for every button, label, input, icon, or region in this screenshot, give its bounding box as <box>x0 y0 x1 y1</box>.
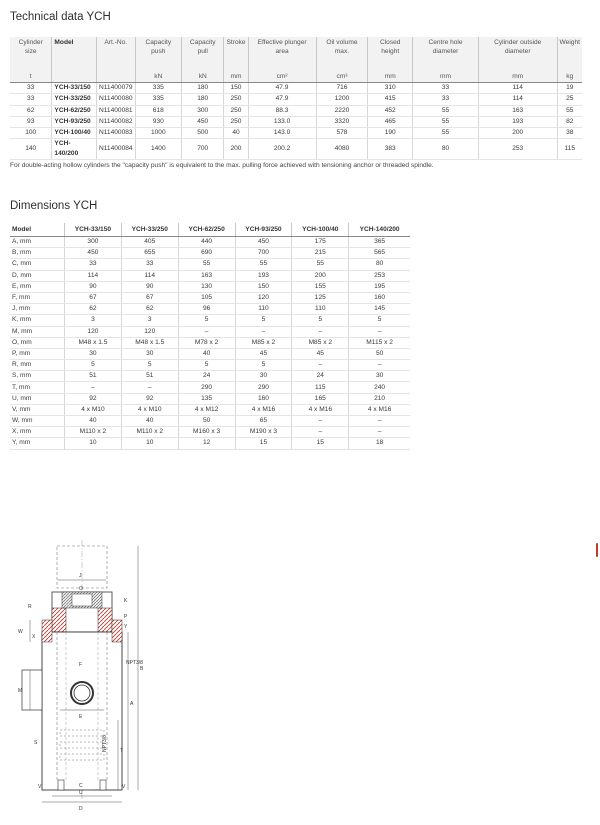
label-S: S <box>34 740 38 746</box>
dims-cell: 65 <box>235 416 292 427</box>
tech-cell: 40 <box>224 128 248 139</box>
dims-cell: O, mm <box>10 337 65 348</box>
dims-cell: 45 <box>292 348 349 359</box>
dims-cell: T, mm <box>10 382 65 393</box>
table-row <box>10 371 410 382</box>
tech-header-cell: Closed height <box>368 37 413 71</box>
capacity-note: For double-acting hollow cylinders the "capacity push" is equivalent to the max. pulling force achieved with tensioning anchor or threaded spindle. <box>10 162 434 169</box>
label-M: M <box>18 688 23 694</box>
tech-cell: 47.9 <box>248 83 316 94</box>
dims-cell: – <box>292 427 349 438</box>
dims-cell: 3 <box>65 315 122 326</box>
table-row <box>10 315 410 326</box>
tech-cell: 500 <box>182 128 224 139</box>
dims-cell: 10 <box>65 438 122 449</box>
tech-cell: N11400082 <box>96 116 135 127</box>
table-row <box>10 259 410 270</box>
dims-cell: M, mm <box>10 326 65 337</box>
dims-cell: 51 <box>121 371 178 382</box>
dims-cell: 110 <box>292 304 349 315</box>
dims-cell: 80 <box>349 259 410 270</box>
tech-cell: 716 <box>316 83 368 94</box>
dims-header-cell: YCH-62/250 <box>178 223 235 237</box>
dims-cell: 30 <box>349 371 410 382</box>
tech-cell: 452 <box>368 105 413 116</box>
tech-cell: 33 <box>413 83 479 94</box>
dims-cell: J, mm <box>10 304 65 315</box>
table-row <box>10 248 410 259</box>
dims-header-cell: YCH-93/250 <box>235 223 292 237</box>
dims-cell: R, mm <box>10 360 65 371</box>
dims-cell: M48 x 1.5 <box>65 337 122 348</box>
tech-cell: YCH-93/250 <box>52 116 97 127</box>
table-row <box>10 94 582 105</box>
dims-cell: 114 <box>65 270 122 281</box>
table-row <box>10 337 410 348</box>
tech-cell: 200 <box>224 139 248 160</box>
dims-cell: S, mm <box>10 371 65 382</box>
dims-cell: 565 <box>349 248 410 259</box>
dims-cell: M115 x 2 <box>349 337 410 348</box>
tech-cell: 143.0 <box>248 128 316 139</box>
dimensions-title: Dimensions YCH <box>10 200 98 212</box>
tech-cell: 200 <box>478 128 557 139</box>
dims-cell: 51 <box>65 371 122 382</box>
dims-cell: M110 x 2 <box>65 427 122 438</box>
table-row <box>10 382 410 393</box>
tech-cell: 33 <box>10 83 52 94</box>
tech-header-cell: Art.-No. <box>96 37 135 71</box>
label-T: T <box>120 748 124 754</box>
table-row <box>10 292 410 303</box>
dims-cell: 4 x M16 <box>349 404 410 415</box>
tech-cell: 180 <box>182 83 224 94</box>
table-row <box>10 281 410 292</box>
dims-cell: P, mm <box>10 348 65 359</box>
dims-cell: 45 <box>235 348 292 359</box>
tech-unit-cell: t <box>10 71 52 83</box>
label-V-left: V <box>38 784 42 790</box>
technical-data-title: Technical data YCH <box>10 11 111 23</box>
tech-cell: YCH-140/200 <box>52 139 97 160</box>
label-K: K <box>124 598 128 604</box>
dims-cell: 62 <box>121 304 178 315</box>
tech-cell: 465 <box>368 116 413 127</box>
dims-cell: 30 <box>121 348 178 359</box>
dims-cell: – <box>292 360 349 371</box>
label-O: O <box>79 586 83 592</box>
dims-cell: 125 <box>292 292 349 303</box>
dims-cell: – <box>349 326 410 337</box>
dims-cell: 5 <box>121 360 178 371</box>
label-P: P <box>124 614 128 620</box>
tech-cell: 140 <box>10 139 52 160</box>
tech-cell: 82 <box>557 116 582 127</box>
dims-cell: 110 <box>235 304 292 315</box>
tech-header-cell: Effective plunger area <box>248 37 316 71</box>
label-C: C <box>79 783 83 789</box>
tech-cell: 250 <box>224 116 248 127</box>
tech-cell: 33 <box>10 94 52 105</box>
tech-cell: 4080 <box>316 139 368 160</box>
dims-cell: 290 <box>178 382 235 393</box>
tech-cell: N11400080 <box>96 94 135 105</box>
dims-cell: B, mm <box>10 248 65 259</box>
dims-cell: – <box>349 427 410 438</box>
label-W: W <box>18 629 23 635</box>
dims-cell: 62 <box>65 304 122 315</box>
tech-cell: 88.3 <box>248 105 316 116</box>
tech-cell: N11400079 <box>96 83 135 94</box>
tech-cell: 100 <box>10 128 52 139</box>
dims-cell: 5 <box>235 315 292 326</box>
label-D: D <box>79 806 83 812</box>
tech-cell: 55 <box>413 128 479 139</box>
dims-cell: 40 <box>121 416 178 427</box>
tech-header-cell: Oil volume max. <box>316 37 368 71</box>
dims-cell: 67 <box>121 292 178 303</box>
tech-cell: 450 <box>182 116 224 127</box>
dims-cell: 155 <box>292 281 349 292</box>
label-R: R <box>28 604 32 610</box>
label-F: F <box>79 662 83 668</box>
dims-cell: 690 <box>178 248 235 259</box>
dims-cell: – <box>65 382 122 393</box>
tech-cell: 180 <box>182 94 224 105</box>
tech-unit-cell: mm <box>478 71 557 83</box>
dims-cell: 120 <box>121 326 178 337</box>
label-A: A <box>130 701 134 707</box>
cylinder-technical-drawing <box>0 530 200 825</box>
technical-data-table <box>10 37 582 160</box>
dims-cell: 253 <box>349 270 410 281</box>
table-row <box>10 105 582 116</box>
tech-cell: 700 <box>182 139 224 160</box>
table-row <box>10 348 410 359</box>
dims-cell: M160 x 3 <box>178 427 235 438</box>
dims-cell: 24 <box>178 371 235 382</box>
dims-cell: D, mm <box>10 270 65 281</box>
dims-cell: 30 <box>65 348 122 359</box>
dims-cell: 5 <box>65 360 122 371</box>
dims-cell: 5 <box>349 315 410 326</box>
dims-cell: 150 <box>235 281 292 292</box>
dims-cell: – <box>349 416 410 427</box>
tech-unit-cell: mm <box>368 71 413 83</box>
dims-cell: 200 <box>292 270 349 281</box>
table-row <box>10 393 410 404</box>
tech-cell: 55 <box>557 105 582 116</box>
dims-cell: 193 <box>235 270 292 281</box>
dims-cell: 96 <box>178 304 235 315</box>
dims-cell: Y, mm <box>10 438 65 449</box>
dims-cell: 405 <box>121 237 178 248</box>
tech-cell: 3320 <box>316 116 368 127</box>
dims-cell: 195 <box>349 281 410 292</box>
tech-cell: 47.9 <box>248 94 316 105</box>
tech-cell: 930 <box>135 116 181 127</box>
dims-cell: – <box>349 360 410 371</box>
table-row <box>10 326 410 337</box>
table-row <box>10 128 582 139</box>
table-row <box>10 270 410 281</box>
dims-cell: 90 <box>121 281 178 292</box>
dims-header-cell: Model <box>10 223 65 237</box>
tech-cell: YCH-100/40 <box>52 128 97 139</box>
dims-cell: 120 <box>235 292 292 303</box>
dims-cell: 33 <box>65 259 122 270</box>
tech-cell: 190 <box>368 128 413 139</box>
tech-cell: 250 <box>224 105 248 116</box>
tech-cell: 335 <box>135 94 181 105</box>
dims-cell: 115 <box>292 382 349 393</box>
label-B: B <box>140 666 144 672</box>
table-row <box>10 304 410 315</box>
dims-cell: 55 <box>292 259 349 270</box>
dims-cell: 12 <box>178 438 235 449</box>
tech-cell: 193 <box>478 116 557 127</box>
dims-cell: M190 x 3 <box>235 427 292 438</box>
tech-cell: 200.2 <box>248 139 316 160</box>
dims-cell: 160 <box>349 292 410 303</box>
dims-cell: 67 <box>65 292 122 303</box>
tech-cell: N11400083 <box>96 128 135 139</box>
dims-cell: V, mm <box>10 404 65 415</box>
label-npt-port-upper: NPT3/8 <box>126 660 143 666</box>
dims-cell: 15 <box>292 438 349 449</box>
dims-cell: 50 <box>349 348 410 359</box>
tech-cell: 1200 <box>316 94 368 105</box>
dims-header-cell: YCH-140/200 <box>349 223 410 237</box>
dims-header-cell: YCH-33/150 <box>65 223 122 237</box>
tech-unit-cell <box>96 71 135 83</box>
tech-unit-cell <box>52 71 97 83</box>
tech-header-cell: Cylinder size <box>18 39 43 55</box>
dims-header-cell: YCH-33/250 <box>121 223 178 237</box>
tech-header-cell: Capacity pull <box>182 37 224 71</box>
table-row <box>10 427 410 438</box>
dims-cell: – <box>178 326 235 337</box>
tech-cell: 80 <box>413 139 479 160</box>
table-row <box>10 83 582 94</box>
table-row <box>10 116 582 127</box>
dims-cell: – <box>292 416 349 427</box>
dims-cell: 655 <box>121 248 178 259</box>
dims-cell: 4 x M10 <box>121 404 178 415</box>
dims-cell: 5 <box>235 360 292 371</box>
dims-cell: 165 <box>292 393 349 404</box>
label-U: U <box>79 790 83 796</box>
dims-cell: 4 x M16 <box>235 404 292 415</box>
tech-cell: 114 <box>478 94 557 105</box>
dims-cell: 145 <box>349 304 410 315</box>
tech-cell: 163 <box>478 105 557 116</box>
tech-header-cell: Model <box>52 37 97 71</box>
tech-unit-cell: cm² <box>248 71 316 83</box>
tech-cell: 33 <box>413 94 479 105</box>
dims-cell: 92 <box>121 393 178 404</box>
tech-cell: 1400 <box>135 139 181 160</box>
tech-header-cell: Cylinder outside diameter <box>478 37 557 71</box>
tech-cell: 250 <box>224 94 248 105</box>
dims-cell: 90 <box>65 281 122 292</box>
tech-cell: 114 <box>478 83 557 94</box>
label-npt-port-lower: NPT3/8 <box>102 735 108 752</box>
dims-cell: W, mm <box>10 416 65 427</box>
dims-cell: 120 <box>65 326 122 337</box>
tech-cell: 335 <box>135 83 181 94</box>
tech-cell: 300 <box>182 105 224 116</box>
tech-header-cell: Centre hole diameter <box>413 37 479 71</box>
tech-unit-cell: cm³ <box>316 71 368 83</box>
dims-cell: 3 <box>121 315 178 326</box>
dims-cell: M78 x 2 <box>178 337 235 348</box>
dims-cell: 215 <box>292 248 349 259</box>
dims-cell: 105 <box>178 292 235 303</box>
dims-cell: X, mm <box>10 427 65 438</box>
dims-cell: 130 <box>178 281 235 292</box>
dims-cell: – <box>235 326 292 337</box>
tech-cell: 618 <box>135 105 181 116</box>
dims-cell: 55 <box>235 259 292 270</box>
dims-cell: 114 <box>121 270 178 281</box>
dims-cell: 300 <box>65 237 122 248</box>
dims-cell: 5 <box>178 360 235 371</box>
dims-cell: 290 <box>235 382 292 393</box>
dims-cell: K, mm <box>10 315 65 326</box>
tech-cell: N11400084 <box>96 139 135 160</box>
tech-cell: 1000 <box>135 128 181 139</box>
table-row <box>10 360 410 371</box>
dims-cell: 700 <box>235 248 292 259</box>
dims-cell: 24 <box>292 371 349 382</box>
dims-cell: 18 <box>349 438 410 449</box>
dims-cell: 240 <box>349 382 410 393</box>
dims-cell: 175 <box>292 237 349 248</box>
dims-cell: M110 x 2 <box>121 427 178 438</box>
dims-cell: 40 <box>65 416 122 427</box>
dims-cell: 30 <box>235 371 292 382</box>
tech-cell: 62 <box>10 105 52 116</box>
tech-cell: YCH-33/150 <box>52 83 97 94</box>
dims-cell: M48 x 1.5 <box>121 337 178 348</box>
dims-cell: – <box>121 382 178 393</box>
tech-unit-cell: kN <box>182 71 224 83</box>
edge-marker <box>596 543 598 557</box>
dims-cell: 4 x M12 <box>178 404 235 415</box>
dims-cell: E, mm <box>10 281 65 292</box>
dims-cell: 450 <box>235 237 292 248</box>
tech-header-cell: Weight <box>557 37 582 71</box>
dims-cell: 40 <box>178 348 235 359</box>
tech-cell: 415 <box>368 94 413 105</box>
dims-cell: 365 <box>349 237 410 248</box>
table-row <box>10 404 410 415</box>
dims-cell: 4 x M10 <box>65 404 122 415</box>
dims-cell: 135 <box>178 393 235 404</box>
table-row <box>10 416 410 427</box>
tech-cell: YCH-33/250 <box>52 94 97 105</box>
tech-unit-cell: kg <box>557 71 582 83</box>
table-row <box>10 237 410 248</box>
label-V-right: V <box>122 784 126 790</box>
label-E: E <box>79 714 83 720</box>
tech-cell: 25 <box>557 94 582 105</box>
dimensions-table <box>10 223 410 450</box>
tech-cell: N11400081 <box>96 105 135 116</box>
tech-unit-cell: mm <box>413 71 479 83</box>
dims-cell: 4 x M16 <box>292 404 349 415</box>
tech-header-cell: Capacity push <box>135 37 181 71</box>
dims-cell: M85 x 2 <box>235 337 292 348</box>
table-row <box>10 139 582 160</box>
dims-cell: 92 <box>65 393 122 404</box>
dims-header-cell: YCH-100/40 <box>292 223 349 237</box>
dims-cell: 440 <box>178 237 235 248</box>
dims-cell: 210 <box>349 393 410 404</box>
dims-cell: 5 <box>178 315 235 326</box>
label-X: X <box>32 634 36 640</box>
tech-cell: 150 <box>224 83 248 94</box>
label-Y: Y <box>124 624 128 630</box>
dims-cell: – <box>292 326 349 337</box>
table-row <box>10 438 410 449</box>
dims-cell: 50 <box>178 416 235 427</box>
tech-cell: 2220 <box>316 105 368 116</box>
dims-cell: 450 <box>65 248 122 259</box>
tech-cell: YCH-62/250 <box>52 105 97 116</box>
dims-cell: 55 <box>178 259 235 270</box>
tech-cell: 133.0 <box>248 116 316 127</box>
label-J: J <box>79 573 82 579</box>
dims-cell: U, mm <box>10 393 65 404</box>
tech-cell: 55 <box>413 116 479 127</box>
tech-cell: 19 <box>557 83 582 94</box>
tech-cell: 38 <box>557 128 582 139</box>
dims-cell: 5 <box>292 315 349 326</box>
dims-cell: 15 <box>235 438 292 449</box>
tech-cell: 578 <box>316 128 368 139</box>
tech-header-cell: Stroke <box>224 37 248 71</box>
dims-cell: C, mm <box>10 259 65 270</box>
dims-cell: A, mm <box>10 237 65 248</box>
tech-cell: 115 <box>557 139 582 160</box>
dims-cell: 160 <box>235 393 292 404</box>
dims-cell: F, mm <box>10 292 65 303</box>
tech-cell: 93 <box>10 116 52 127</box>
tech-cell: 310 <box>368 83 413 94</box>
tech-unit-cell: mm <box>224 71 248 83</box>
tech-cell: 383 <box>368 139 413 160</box>
tech-cell: 253 <box>478 139 557 160</box>
dims-cell: M85 x 2 <box>292 337 349 348</box>
dims-cell: 163 <box>178 270 235 281</box>
dims-cell: 10 <box>121 438 178 449</box>
tech-cell: 55 <box>413 105 479 116</box>
dims-cell: 33 <box>121 259 178 270</box>
tech-unit-cell: kN <box>135 71 181 83</box>
